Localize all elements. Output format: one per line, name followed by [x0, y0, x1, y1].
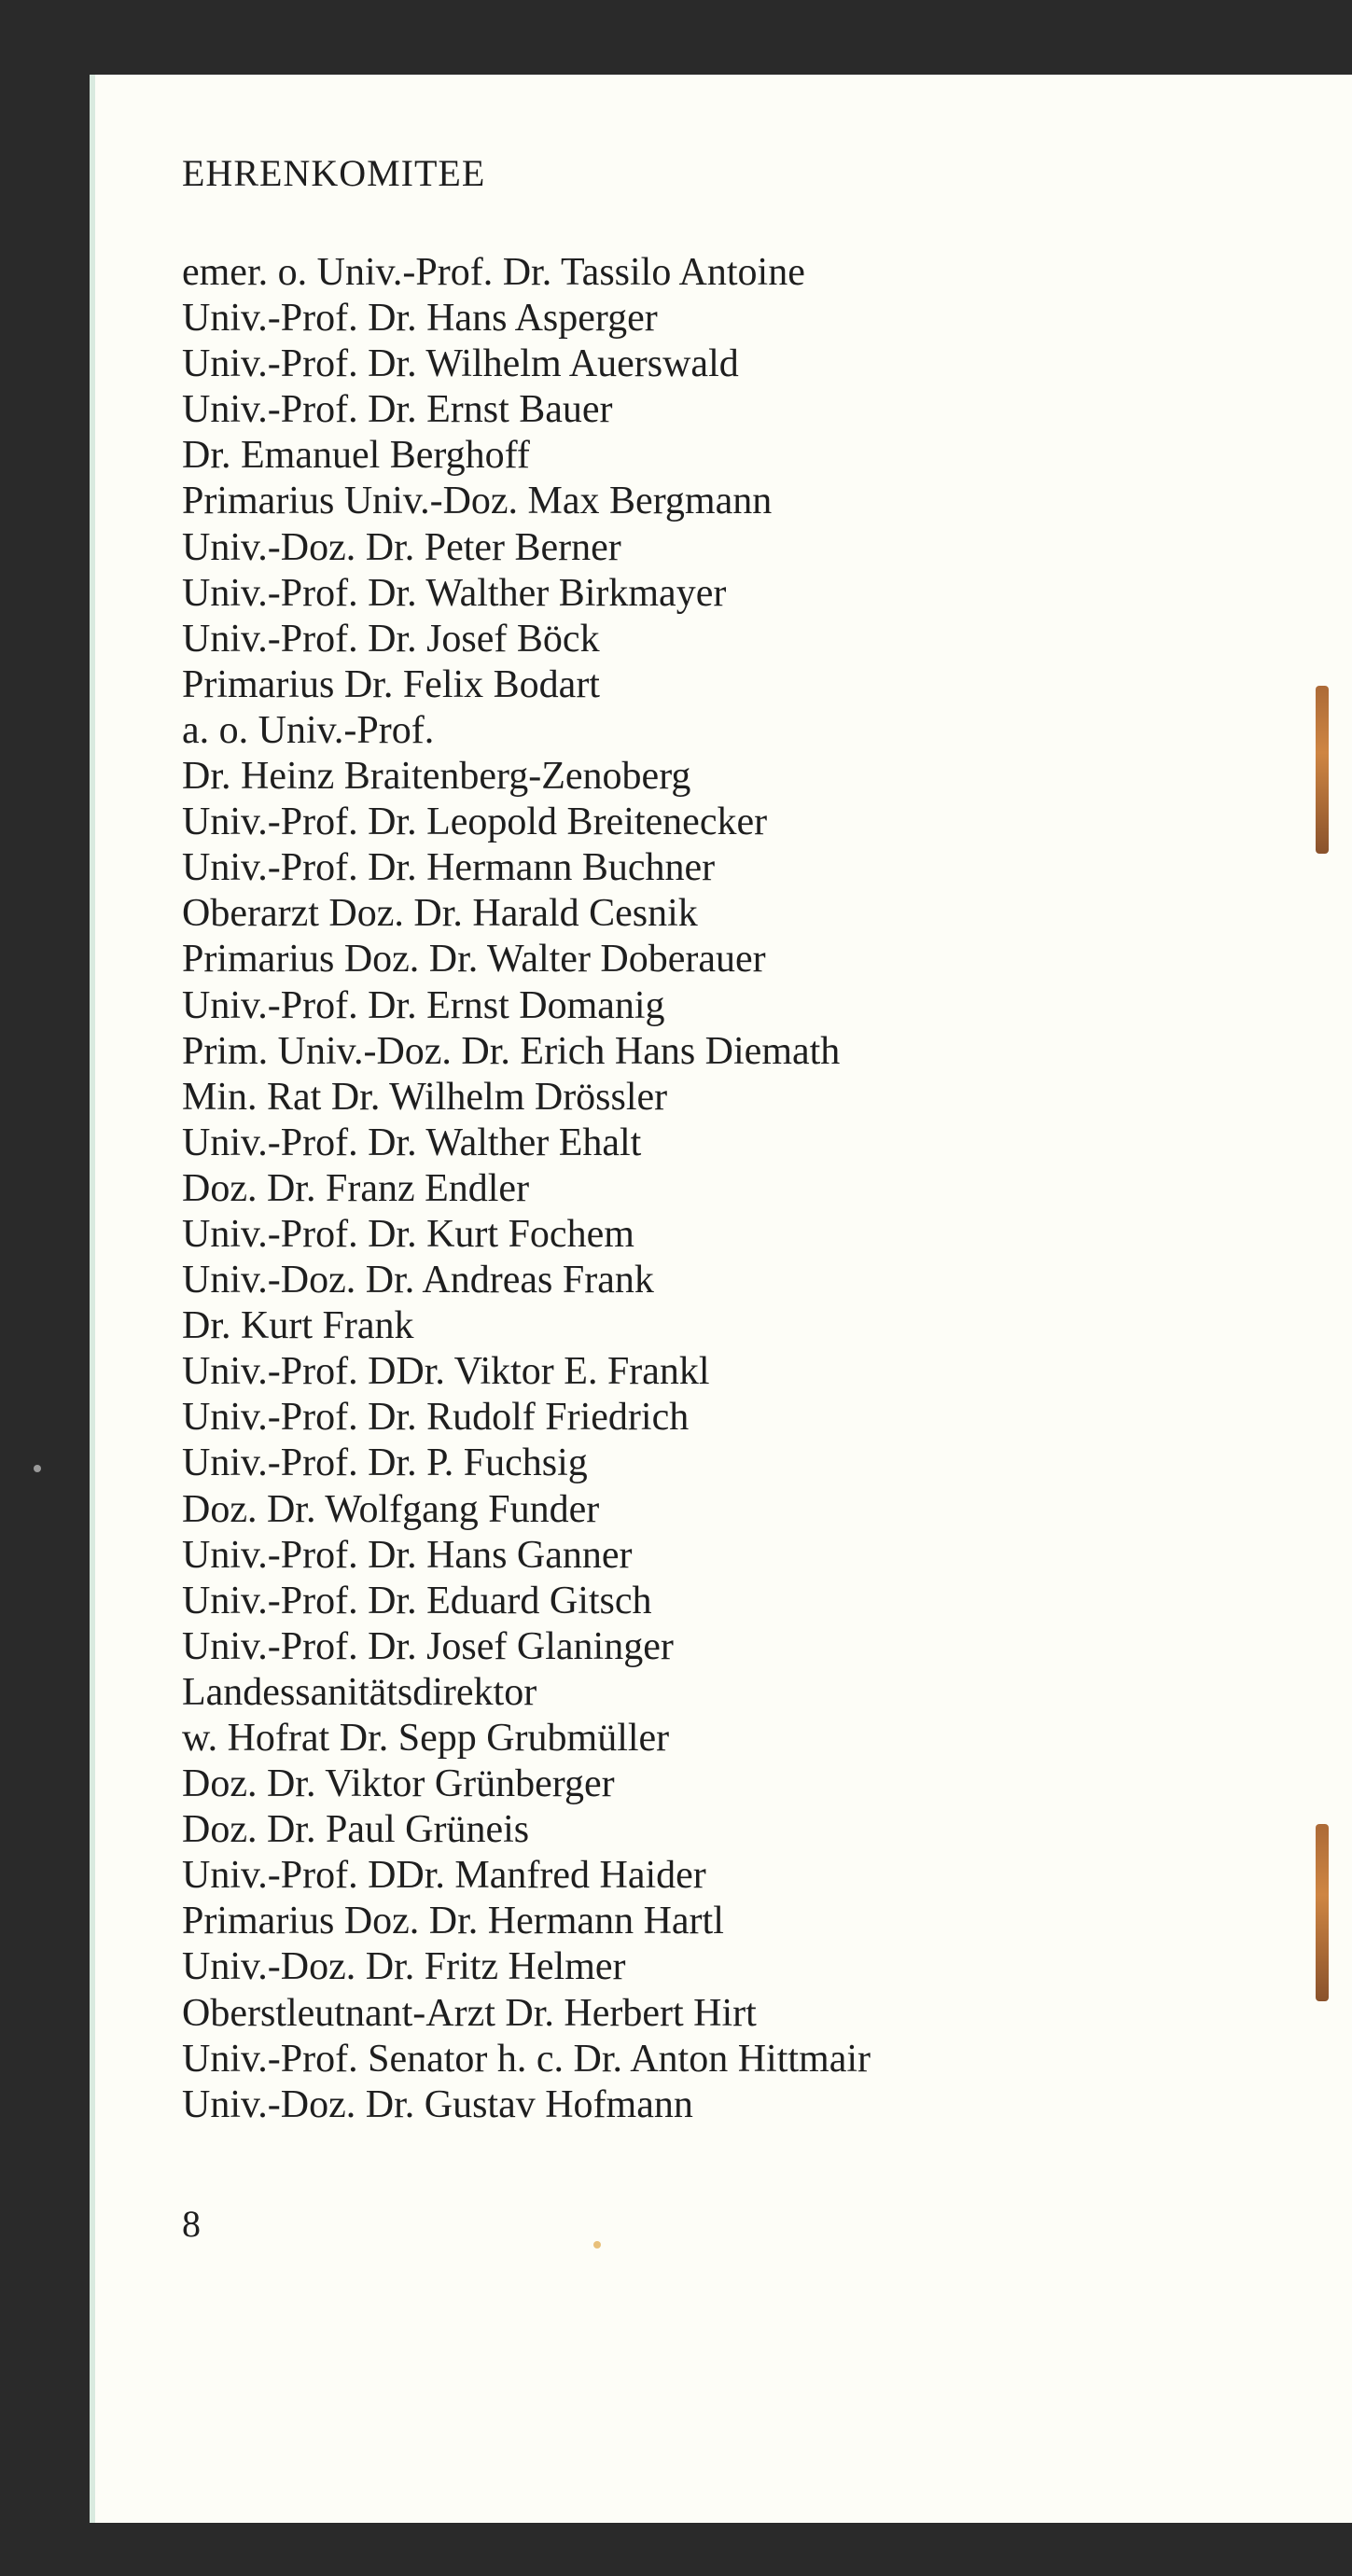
committee-member-entry: Oberstleutnant-Arzt Dr. Herbert Hirt [182, 1991, 757, 2035]
committee-member-entry: Prim. Univ.-Doz. Dr. Erich Hans Diemath [182, 1029, 841, 1073]
committee-member-entry: Primarius Univ.-Doz. Max Bergmann [182, 480, 773, 523]
committee-member-entry: Univ.-Prof. Dr. Kurt Fochem [182, 1212, 634, 1256]
committee-member-entry: Univ.-Doz. Dr. Gustav Hofmann [182, 2082, 693, 2126]
committee-member-entry: Univ.-Prof. Dr. Hermann Buchner [182, 846, 716, 890]
committee-name-list [182, 250, 871, 2128]
committee-member-entry: w. Hofrat Dr. Sepp Grubmüller [182, 1717, 670, 1760]
committee-member-entry: Univ.-Prof. Dr. Ernst Domanig [182, 983, 665, 1027]
committee-member-entry: Univ.-Prof. Dr. Leopold Breitenecker [182, 801, 768, 844]
committee-member-entry: emer. o. Univ.-Prof. Dr. Tassilo Antoine [182, 251, 805, 294]
committee-member-entry: Univ.-Prof. DDr. Viktor E. Frankl [182, 1350, 710, 1394]
committee-member-entry: Doz. Dr. Wolfgang Funder [182, 1487, 600, 1531]
page-heading: EHRENKOMITEE [182, 152, 486, 194]
committee-member-entry: Oberarzt Doz. Dr. Harald Cesnik [182, 892, 698, 936]
committee-member-entry: Univ.-Prof. Dr. Walther Ehalt [182, 1121, 642, 1164]
committee-member-entry: Dr. Kurt Frank [182, 1304, 414, 1348]
committee-member-entry: Univ.-Prof. Dr. Walther Birkmayer [182, 571, 727, 615]
committee-member-entry: Doz. Dr. Franz Endler [182, 1166, 530, 1210]
committee-member-entry: Univ.-Prof. DDr. Manfred Haider [182, 1854, 706, 1898]
staple-rust-mark-lower [1316, 1824, 1329, 2001]
ink-speck [593, 2241, 601, 2249]
committee-member-entry: Landessanitätsdirektor [182, 1670, 537, 1714]
committee-member-entry: Univ.-Prof. Dr. Josef Böck [182, 617, 600, 661]
committee-member-entry: Univ.-Prof. Dr. Ernst Bauer [182, 388, 613, 432]
committee-member-entry: Univ.-Prof. Dr. P. Fuchsig [182, 1441, 588, 1485]
committee-member-entry: Doz. Dr. Viktor Grünberger [182, 1762, 615, 1806]
committee-member-entry: Primarius Dr. Felix Bodart [182, 662, 600, 706]
committee-member-entry: Univ.-Doz. Dr. Peter Berner [182, 525, 621, 569]
committee-member-entry: Primarius Doz. Dr. Hermann Hartl [182, 1900, 724, 1943]
committee-member-entry: Univ.-Prof. Dr. Rudolf Friedrich [182, 1396, 690, 1440]
page-number: 8 [182, 2203, 201, 2245]
margin-speck [34, 1465, 41, 1472]
committee-member-entry: a. o. Univ.-Prof. [182, 708, 435, 752]
committee-member-entry: Univ.-Prof. Dr. Hans Asperger [182, 297, 658, 341]
committee-member-entry: Univ.-Doz. Dr. Fritz Helmer [182, 1945, 626, 1989]
committee-member-entry: Doz. Dr. Paul Grüneis [182, 1808, 530, 1852]
committee-member-entry: Univ.-Prof. Dr. Wilhelm Auerswald [182, 342, 739, 386]
committee-member-entry: Univ.-Prof. Dr. Eduard Gitsch [182, 1579, 652, 1622]
committee-member-entry: Primarius Doz. Dr. Walter Doberauer [182, 938, 766, 982]
committee-member-entry: Univ.-Doz. Dr. Andreas Frank [182, 1259, 654, 1302]
committee-member-entry: Univ.-Prof. Dr. Hans Ganner [182, 1533, 633, 1577]
committee-member-entry: Dr. Heinz Braitenberg-Zenoberg [182, 755, 691, 799]
committee-member-entry: Dr. Emanuel Berghoff [182, 434, 530, 478]
committee-member-entry: Univ.-Prof. Dr. Josef Glaninger [182, 1624, 674, 1668]
committee-member-entry: Min. Rat Dr. Wilhelm Drössler [182, 1075, 668, 1119]
staple-rust-mark-upper [1316, 686, 1329, 854]
committee-member-entry: Univ.-Prof. Senator h. c. Dr. Anton Hittmair [182, 2037, 871, 2081]
